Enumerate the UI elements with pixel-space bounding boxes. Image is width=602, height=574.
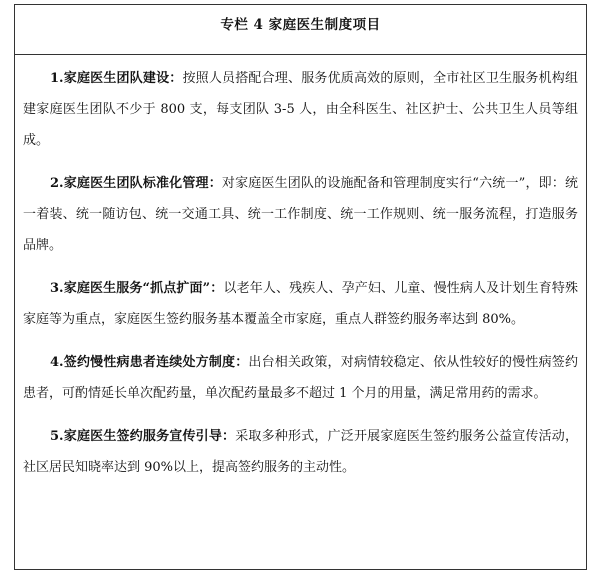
project-box bbox=[14, 4, 587, 570]
item-service-expansion bbox=[23, 273, 578, 335]
item-body: 采取多种形式，广泛开展家庭医生签约服务公益宣传活动，社区居民知晓率达到 90%以上，提高签约服务的主动性。 bbox=[23, 429, 578, 475]
item-body: 出台相关政策，对病情较稳定、依从性较好的慢性病签约患者，可酌情延长单次配药量，单次配药量最多不超过 1 个月的用量，满足常用药的需求。 bbox=[23, 355, 578, 401]
item-body: 以老年人、残疾人、孕产妇、儿童、慢性病人及计划生育特殊家庭等为重点，家庭医生签约服务基本覆盖全市家庭，重点人群签约服务率达到 80%。 bbox=[23, 281, 578, 327]
box-title: 专栏 4 家庭医生制度项目 bbox=[220, 17, 381, 33]
box-content bbox=[15, 55, 586, 483]
item-body: 按照人员搭配合理、服务优质高效的原则，全市社区卫生服务机构组建家庭医生团队不少于 800 支，每支团队 3-5 人，由全科医生、社区护士、公共卫生人员等组成。 bbox=[23, 71, 578, 148]
item-lead: 5.家庭医生签约服务宣传引导： bbox=[50, 429, 236, 444]
item-publicity bbox=[23, 421, 578, 483]
item-lead: 2.家庭医生团队标准化管理： bbox=[50, 176, 222, 191]
item-body: 对家庭医生团队的设施配备和管理制度实行“六统一”，即：统一着装、统一随访包、统一交通工具、统一工作制度、统一工作规则、统一服务流程，打造服务品牌。 bbox=[23, 176, 578, 253]
title-row bbox=[15, 5, 586, 55]
item-standardized-management bbox=[23, 168, 578, 261]
item-lead: 1.家庭医生团队建设： bbox=[50, 71, 183, 86]
item-continuous-prescription bbox=[23, 347, 578, 409]
item-lead: 4.签约慢性病患者连续处方制度： bbox=[50, 355, 249, 370]
item-team-building bbox=[23, 63, 578, 156]
item-lead: 3.家庭医生服务“抓点扩面”： bbox=[50, 281, 224, 296]
